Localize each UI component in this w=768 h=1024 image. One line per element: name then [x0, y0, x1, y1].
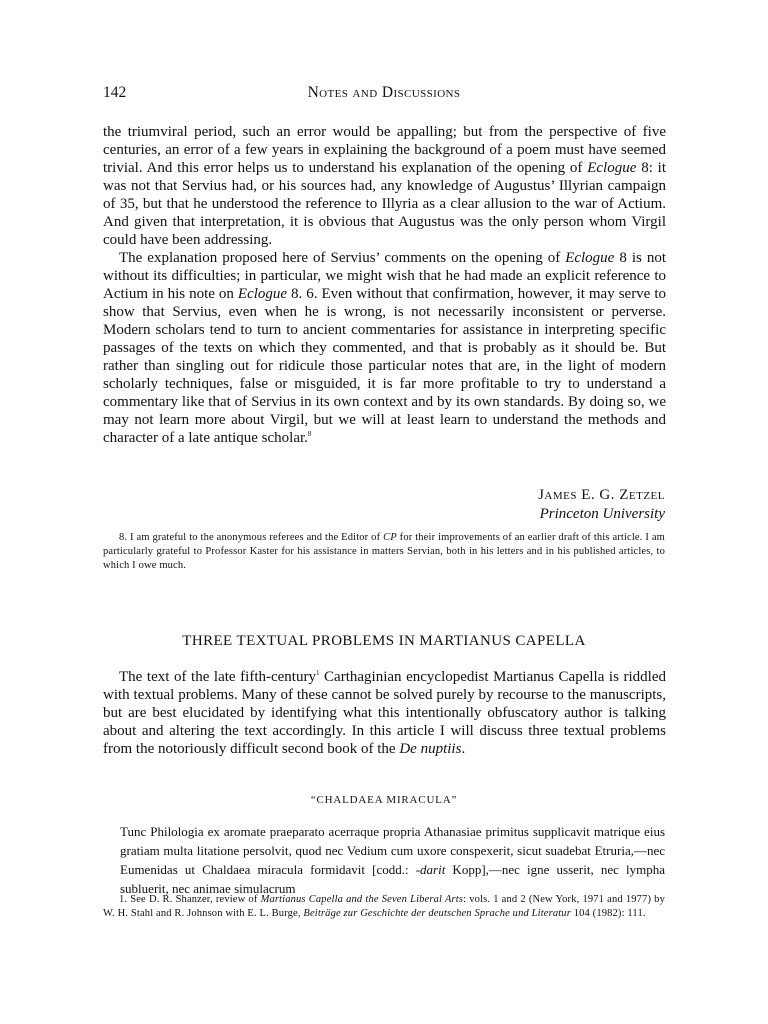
- text-run: 1. See D. R. Shanzer, review of: [119, 894, 261, 905]
- paragraph: [103, 123, 666, 249]
- text-run: for their improvements of an earlier draft of this article. I am particularly grateful to Professor Kaster for his assistance in matters Servian, both in his letters and in his published articles, to which I owe much.: [103, 532, 665, 571]
- text-run: Tunc Philologia ex aromate praeparato acerraque propria Athanasiae primitus supplicavit matrique eius gratiam multa litatione persolvit, quod nec Vedium cum uxore conspexerit, sicut suadebat Etruria,—nec Eumenidas ut Chaldaea miracula formidavit [codd.:: [120, 824, 665, 877]
- italic-text: Eclogue: [587, 160, 637, 176]
- italic-text: Beiträge zur Geschichte der deutschen Sprache und Literatur: [303, 908, 571, 919]
- author-affiliation: Princeton University: [539, 506, 665, 522]
- text-run: 8 is not without its difficulties; in particular, we might wish that he had made an explicit reference to Actium in his note on: [103, 250, 666, 302]
- footnote-marker: 8: [307, 430, 312, 438]
- italic-text: CP: [383, 532, 397, 543]
- footnote-8: [103, 531, 665, 573]
- latin-quotation: [120, 822, 665, 898]
- text-run: 8: it was not that Servius had, or his sources had, any knowledge of Augustus’ Illyrian campaign of 35, but that he understood the reference to Illyria as a clear allusion to the war of Actium. And given that interpretation, it is obvious that Augustus was the only person whom Virgil could have been addressing.: [103, 160, 666, 248]
- footnote: [103, 531, 665, 573]
- page-header: [103, 84, 665, 104]
- paragraph: [103, 668, 666, 758]
- page-number: 142: [103, 84, 127, 101]
- article-intro: [103, 668, 666, 758]
- text-run: 8. I am grateful to the anonymous referees and the Editor of: [119, 532, 384, 543]
- footnote-1: [103, 893, 665, 921]
- italic-text: De nuptiis: [399, 741, 462, 757]
- text-run: 8. 6. Even without that confirmation, however, it may serve to show that Servius, even when he is wrong, is not necessarily inconsistent or perverse. Modern scholars tend to turn to ancient commentaries for assistance in interpreting specific passages of the texts on which they commented, and that is probably as it should be. But rather than singling out for ridicule those particular notes that are, in the light of modern scholarly techniques, false or misguided, it is far more profitable to try to understand a commentary like that of Servius in its own context and by its own standards. By doing so, we may not learn more about Virgil, but we will at least learn to understand the methods and character of a late antique scholar.: [103, 286, 666, 446]
- text-run: : vols. 1 and 2 (New York, 1971 and 1977) by W. H. Stahl and R. Johnson with E. L. Burge,: [103, 894, 665, 919]
- italic-text: -darit: [415, 862, 446, 877]
- text-run: 104 (1982): 111.: [570, 908, 646, 919]
- quotation-text: [120, 822, 665, 898]
- italic-text: Eclogue: [565, 250, 615, 266]
- article-title: THREE TEXTUAL PROBLEMS IN MARTIANUS CAPELLA: [182, 633, 586, 649]
- text-run: Kopp],—nec igne usserit, nec lympha subluerit, nec animae simulacrum: [120, 862, 665, 896]
- author-name: James E. G. Zetzel: [538, 487, 665, 503]
- footnote-marker: 1: [315, 669, 320, 677]
- running-title: Notes and Discussions: [307, 84, 461, 101]
- text-run: the triumviral period, such an error would be appalling; but from the perspective of five centuries, an error of a few years in explaining the background of a poem must have seemed trivial. And this error helps us to understand his explanation of the opening of: [103, 124, 666, 176]
- footnote: [103, 893, 665, 921]
- italic-text: Martianus Capella and the Seven Liberal Arts: [260, 894, 464, 905]
- author-signature: [103, 486, 665, 524]
- paragraph: [103, 249, 666, 447]
- text-run: The explanation proposed here of Servius’ comments on the opening of: [119, 250, 566, 266]
- text-run: .: [461, 741, 466, 757]
- section-heading: “CHALDAEA MIRACULA”: [310, 794, 458, 806]
- text-run: The text of the late fifth-century: [119, 669, 316, 685]
- body-text: [103, 123, 666, 447]
- text-run: Carthaginian encyclopedist Martianus Capella is riddled with textual problems. Many of these cannot be solved purely by recourse to the manuscripts, but are best elucidated by identifying what this intentionally obfuscatory author is talking about and altering the text accordingly. In this article I will discuss three textual problems from the notoriously difficult second book of the: [103, 669, 666, 757]
- italic-text: Eclogue: [237, 286, 288, 302]
